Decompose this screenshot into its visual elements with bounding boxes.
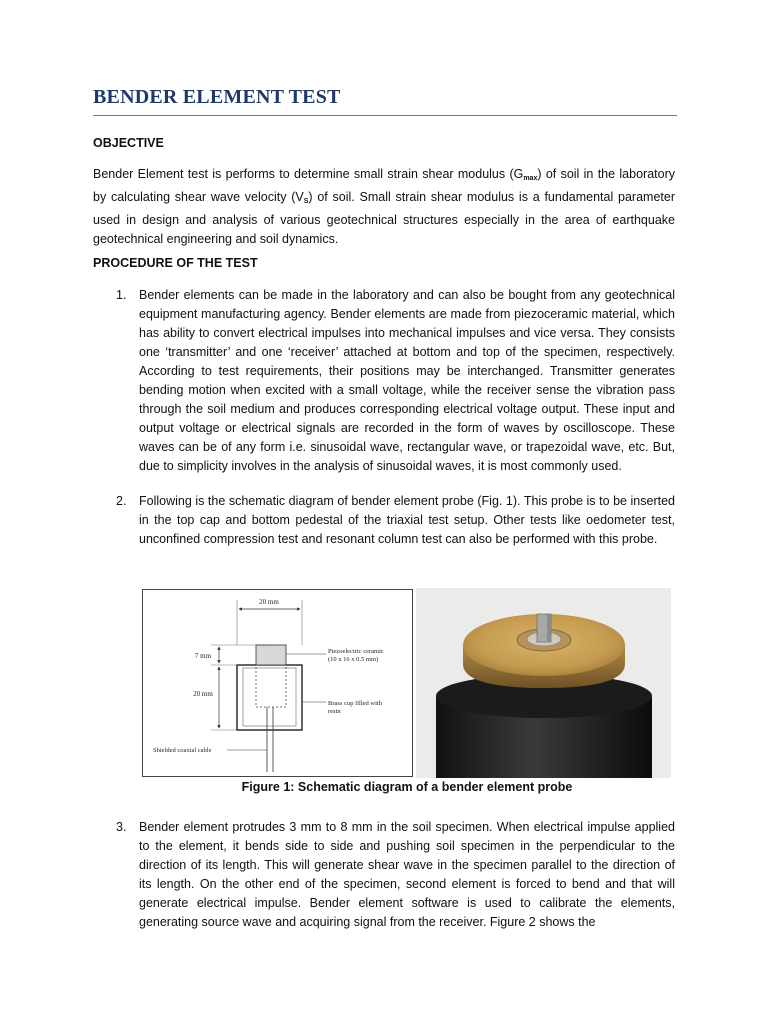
cup-resin-label: resin bbox=[328, 708, 341, 715]
list-item-text: Following is the schematic diagram of bender element probe (Fig. 1). This probe is to be inserted in the top cap and bottom pedestal of the triaxial test setup. Other tests like oedometer test, unconfined compression test and resonant column test can also be performed with this probe. bbox=[139, 494, 675, 546]
probe-photo-drawing bbox=[416, 588, 671, 778]
ceramic-label: Piezoelectric ceramic bbox=[328, 648, 384, 655]
list-item-text: Bender elements can be made in the laboratory and can also be bought from any geotechnical equipment manufacturing agency. Bender elements are made from piezoceramic material, which has ability to convert electrical impulses into mechanical impulses and vice versa. They consists one ‘transmitter’ and one ‘receiver’ attached at bottom and top of the specimen, respectively. According to test requirements, their positions may be interchanged. Transmitter generates bending motion when excited with a small voltage, while the receiver sense the vibration pass through the soil medium and produces corresponding electrical voltage output. These input and output voltage or electrical signals are recorded in the form of waves by oscilloscope. These waves can be of any form i.e. sinusoidal wave, rectangular wave, or trapezoidal wave, etc. But, due to simplicity involves in the analysis of sinusoidal waves, it is most commonly used. bbox=[139, 288, 675, 473]
list-number: 3. bbox=[116, 820, 127, 834]
procedure-heading: PROCEDURE OF THE TEST bbox=[93, 256, 258, 270]
dim-width-label: 20 mm bbox=[259, 598, 279, 606]
probe-photo bbox=[416, 588, 671, 778]
figure-caption: Figure 1: Schematic diagram of a bender element probe bbox=[241, 780, 573, 794]
brass-cup-outline bbox=[237, 665, 302, 730]
document-title: BENDER ELEMENT TEST bbox=[93, 86, 341, 108]
cup-label: Brass cup filled with bbox=[328, 700, 382, 707]
title-underline bbox=[93, 115, 677, 116]
list-item-text: Bender element protrudes 3 mm to 8 mm in the soil specimen. When electrical impulse applied to the element, it bends side to side and pushing soil specimen in the perpendicular to the direction of its length. This will generate shear wave in the specimen parallel to the direction of its length. On the other end of the specimen, second element is forced to bend and that will generate electrical impulse. Bender element software is used to calibrate the elements, generating source wave and acquiring signal from the receiver. Figure 2 shows the bbox=[139, 820, 675, 929]
schematic-diagram bbox=[142, 589, 413, 777]
dim-protrusion-label: 7 mm bbox=[194, 652, 212, 660]
ceramic-size-label: (10 x 16 x 0.5 mm) bbox=[328, 656, 379, 663]
objective-paragraph: Bender Element test is performs to determine small strain shear modulus $(G_{max})$ of soil in the laboratory by calculating shear wave velocity $(V_S)$ of soil. Small strain shear modulus is a fundamental parameter used in design and analysis of various geotechnical structures especially in the area of earthquake geotechnical engineering and soil dynamics. bbox=[93, 167, 675, 246]
ceramic-element bbox=[256, 645, 286, 665]
dim-height-label: 20 mm bbox=[193, 690, 213, 698]
list-number: 1. bbox=[116, 288, 127, 302]
cable-label: Shielded coaxial cable bbox=[153, 747, 212, 754]
objective-heading: OBJECTIVE bbox=[93, 136, 164, 150]
schematic-drawing bbox=[143, 590, 412, 776]
list-number: 2. bbox=[116, 494, 127, 508]
